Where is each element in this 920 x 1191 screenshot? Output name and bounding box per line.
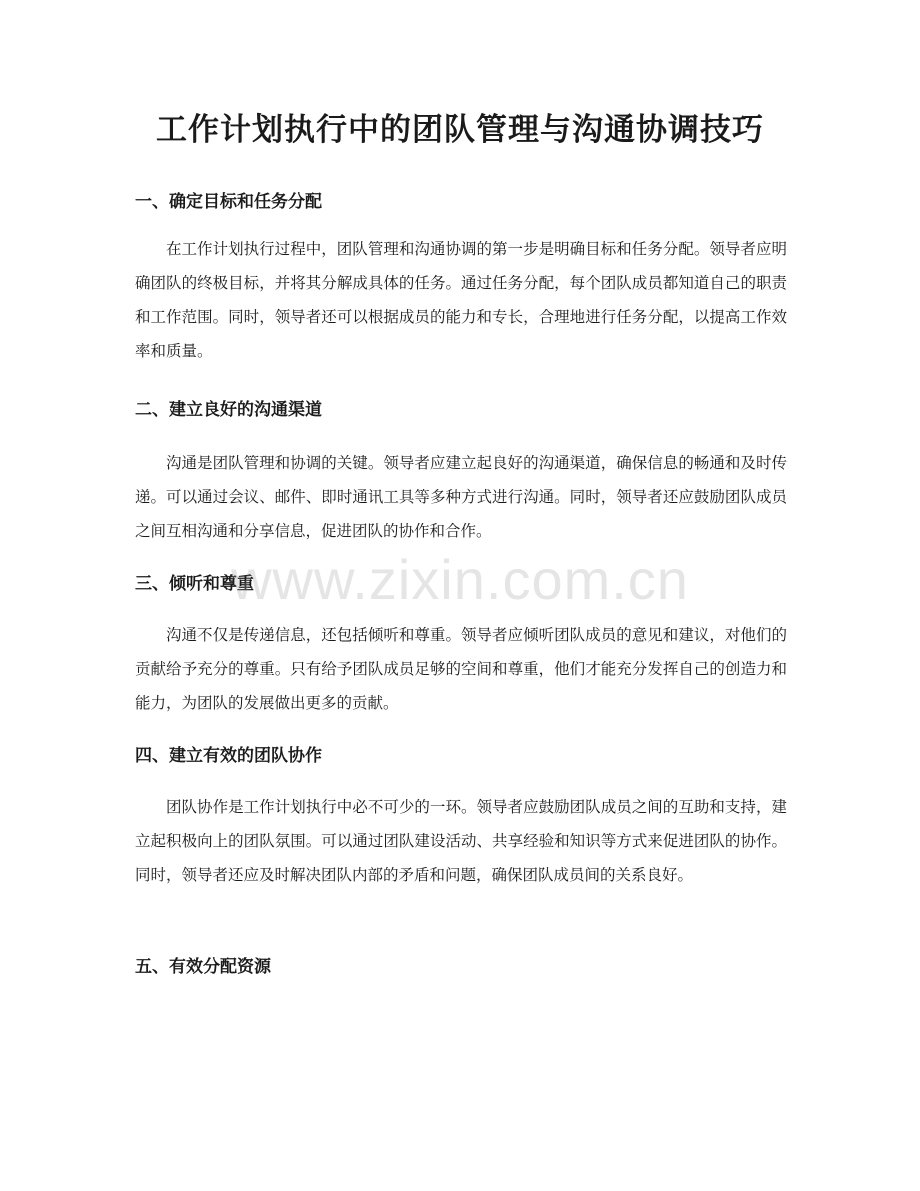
section-heading-1: 一、确定目标和任务分配 — [135, 192, 322, 212]
section-heading-3: 三、倾听和尊重 — [135, 574, 254, 594]
section-body-1: 在工作计划执行过程中，团队管理和沟通协调的第一步是明确目标和任务分配。领导者应明确团队的终极目标，并将其分解成具体的任务。通过任务分配，每个团队成员都知道自己的职责和工作范围。同时，领导者还可以根据成员的能力和专长，合理地进行任务分配，以提高工作效率和质量。 — [135, 240, 787, 360]
section-heading-5: 五、有效分配资源 — [135, 957, 271, 977]
section-heading-2: 二、建立良好的沟通渠道 — [135, 400, 322, 420]
watermark-text: www.zixin.com.cn — [231, 548, 689, 611]
document-title: 工作计划执行中的团队管理与沟通协调技巧 — [156, 112, 764, 148]
section-body-3: 沟通不仅是传递信息，还包括倾听和尊重。领导者应倾听团队成员的意见和建议，对他们的贡献给予充分的尊重。只有给予团队成员足够的空间和尊重，他们才能充分发挥自己的创造力和能力，为团队的发展做出更多的贡献。 — [135, 626, 787, 712]
section-heading-4: 四、建立有效的团队协作 — [135, 746, 322, 766]
section-body-2: 沟通是团队管理和协调的关键。领导者应建立起良好的沟通渠道，确保信息的畅通和及时传递。可以通过会议、邮件、即时通讯工具等多种方式进行沟通。同时，领导者还应鼓励团队成员之间互相沟通和分享信息，促进团队的协作和合作。 — [135, 454, 787, 540]
section-body-4: 团队协作是工作计划执行中必不可少的一环。领导者应鼓励团队成员之间的互助和支持，建立起积极向上的团队氛围。可以通过团队建设活动、共享经验和知识等方式来促进团队的协作。同时，领导者还应及时解决团队内部的矛盾和问题，确保团队成员间的关系良好。 — [135, 798, 787, 884]
